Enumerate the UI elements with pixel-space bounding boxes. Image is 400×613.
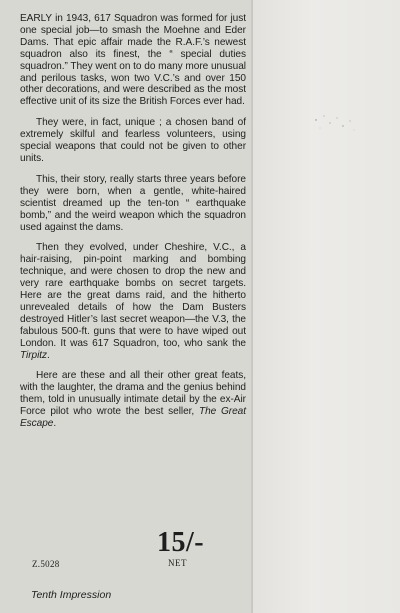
flap-fold-line [251, 0, 253, 613]
paragraph-5 [20, 370, 246, 430]
ship-suffix: . [47, 349, 50, 361]
paragraph-4-text: Then they evolved, under Cheshire, V.C., a hair-raising, pin-point marking and bombing technique, and were chosen to drop the new and very rare earthquake bombs on secret targets. Here are the great dams raid, and the hitherto unrevealed details of how the Dam Busters destroyed Hitler’s last secret weapon—the V.3, the fabulous 500-ft. guns that were to have wiped out London. It was 617 Squadron, too, who sank the [20, 242, 246, 349]
paragraph-3: This, their story, really starts three years before they were born, when a gentle, white-haired scientist dreamed up the ten-ton “ earthquake bomb,” and the weird weapon which the squadron used against the dams. [20, 173, 246, 233]
impression-note: Tenth Impression [31, 589, 112, 601]
book-title: The Great Escape [20, 406, 246, 430]
price: 15/- [157, 527, 205, 558]
paragraph-5-text: Here are these and all their other great feats, with the laughter, the drama and the genius behind them, told in unusually intimate detail by the ex-Air Force pilot who wrote the best seller, [20, 370, 246, 418]
paragraph-1: EARLY in 1943, 617 Squadron was formed for just one special job—to smash the Moehne and Eder Dams. That epic affair made the R.A.F.’s newest squadron also its finest, the “ special duties squadron.” They went on to do many more unusual and perilous tasks, won two V.C.’s and over 150 other decorations, and were described as the most effective unit of its size the British Forces ever had. [20, 13, 246, 108]
flap-copy [20, 13, 246, 439]
ship-name: Tirpitz [20, 349, 48, 361]
price-net-label: NET [168, 558, 187, 568]
jacket-back [252, 0, 400, 613]
catalogue-code: Z.5028 [32, 559, 60, 569]
paragraph-4 [20, 242, 246, 361]
paragraph-2: They were, in fact, unique ; a chosen band of extremely skilful and fearless volunteers, using special weapons that could not be given to other units. [20, 117, 246, 164]
paper-speckles [310, 108, 360, 138]
book-suffix: . [53, 418, 57, 430]
